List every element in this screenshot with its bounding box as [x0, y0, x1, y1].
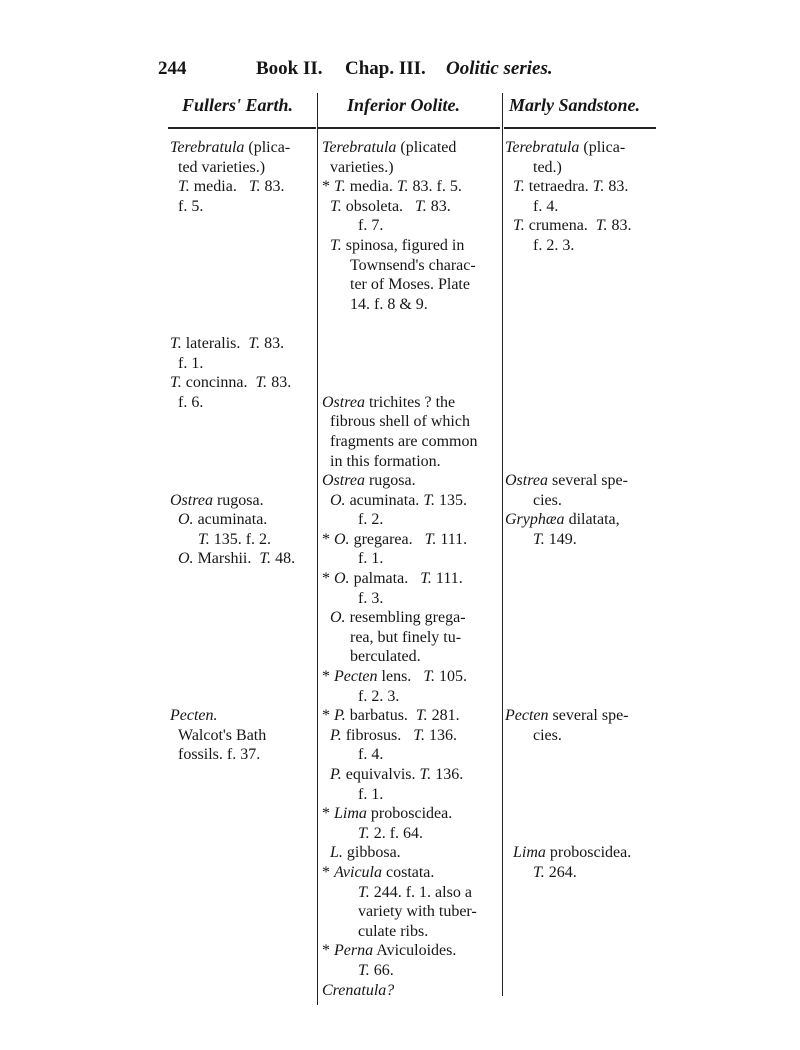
entry-line: * O. palmata. T. 111. — [322, 570, 463, 588]
entry-line: T. 135. f. 2. — [198, 530, 272, 548]
entry-line: T. 66. — [358, 961, 394, 979]
entry-line: f. 3. — [358, 589, 384, 607]
header-rule-left — [168, 127, 316, 129]
entry-line: T. obsoleta. T. 83. — [330, 197, 451, 215]
entry-line: Pecten several spe- — [505, 707, 629, 725]
entry-line: f. 6. — [178, 393, 204, 411]
entry-line: T. concinna. T. 83. — [170, 374, 292, 392]
column-inferior-oolite — [322, 138, 502, 1000]
entry-line: T. crumena. T. 83. — [513, 217, 632, 235]
entry-line: f. 2. — [358, 511, 384, 529]
entry-line: f. 5. — [178, 197, 204, 215]
column-divider-right — [502, 93, 503, 996]
entry-line: Walcot's Bath — [178, 726, 267, 744]
entry-line: fossils. f. 37. — [178, 746, 261, 764]
entry-line: f. 2. 3. — [358, 687, 400, 705]
entry-line: berculated. — [350, 648, 421, 666]
entry-line: T. 2. f. 64. — [358, 824, 424, 842]
entry-line: P. fibrosus. T. 136. — [330, 726, 457, 744]
book-label: Book II. — [256, 58, 323, 79]
entry-line: f. 1. — [358, 785, 384, 803]
entry-line: O. resembling grega- — [330, 609, 466, 627]
entry-line: T. 149. — [533, 530, 577, 548]
entry-line: * P. barbatus. T. 281. — [322, 707, 460, 725]
entry-line: cies. — [533, 491, 562, 509]
entry-line: Pecten. — [170, 707, 218, 725]
column-title-fullers-earth: Fullers' Earth. — [182, 95, 294, 115]
entry-line: O. acuminata. T. 135. — [330, 491, 468, 509]
entry-line: ted varieties.) — [178, 158, 266, 176]
series-title: Oolitic series. — [446, 58, 553, 79]
entry-line: O. Marshii. T. 48. — [178, 550, 296, 568]
entry-line: Ostrea trichites ? the — [322, 393, 456, 411]
page-number: 244 — [158, 58, 187, 79]
entry-line: fibrous shell of which — [330, 413, 470, 431]
entry-line: variety with tuber- — [358, 903, 477, 921]
entry-line: T. 244. f. 1. also a — [358, 883, 472, 901]
header-rule-middle — [318, 127, 500, 129]
entry-line: fragments are common — [330, 432, 478, 450]
entry-line: ted.) — [533, 158, 562, 176]
column-title-marly-sandstone: Marly Sandstone. — [509, 95, 641, 115]
entry-line: Terebratula (plicated — [322, 139, 457, 156]
entry-line: T. media. T. 83. — [178, 178, 285, 196]
entry-line: L. gibbosa. — [330, 844, 401, 862]
entry-line: Terebratula (plica- — [505, 139, 626, 156]
entry-line: Terebratula (plica- — [170, 139, 291, 156]
entry-line: Lima proboscidea. — [513, 844, 632, 862]
entry-line: ter of Moses. Plate — [350, 276, 470, 294]
entry-line: P. equivalvis. T. 136. — [330, 766, 464, 783]
entry-line: cies. — [533, 726, 562, 744]
entry-line: f. 1. — [358, 550, 384, 568]
entry-line: * O. gregarea. T. 111. — [322, 530, 468, 548]
entry-line: Crenatula? — [322, 981, 395, 999]
entry-line: * T. media. T. 83. f. 5. — [322, 178, 462, 196]
column-fullers-earth — [170, 138, 316, 765]
entry-line: T. 264. — [533, 863, 577, 881]
entry-line: Gryphæa dilatata, — [505, 511, 620, 529]
column-title-inferior-oolite: Inferior Oolite. — [347, 95, 461, 115]
entry-line: f. 2. 3. — [533, 236, 575, 254]
entry-line: f. 1. — [178, 354, 204, 372]
column-divider-left — [317, 93, 318, 1005]
entry-line: * Avicula costata. — [322, 863, 435, 881]
entry-line: T. spinosa, figured in — [330, 236, 465, 254]
column-marly-sandstone — [505, 138, 665, 883]
entry-line: culate ribs. — [358, 922, 429, 940]
entry-line: Townsend's charac- — [350, 256, 476, 274]
entry-line: Ostrea rugosa. — [322, 472, 416, 490]
entry-line: O. acuminata. — [178, 511, 268, 529]
entry-line: rea, but finely tu- — [350, 628, 462, 646]
entry-line: f. 4. — [358, 746, 384, 764]
chapter-label: Chap. III. — [345, 58, 426, 79]
entry-line: * Pecten lens. T. 105. — [322, 668, 468, 686]
entry-line: T. lateralis. T. 83. — [170, 334, 285, 352]
entry-line: f. 7. — [358, 217, 384, 235]
entry-line: * Perna Aviculoides. — [322, 942, 457, 960]
entry-line: * Lima proboscidea. — [322, 805, 453, 823]
entry-line: Ostrea rugosa. — [170, 491, 264, 509]
entry-line: f. 4. — [533, 197, 559, 215]
entry-line: varieties.) — [330, 158, 394, 176]
entry-line: T. tetraedra. T. 83. — [513, 178, 629, 196]
entry-line: in this formation. — [330, 452, 441, 470]
entry-line: 14. f. 8 & 9. — [350, 295, 428, 313]
header-rule-right — [504, 127, 656, 129]
entry-line: Ostrea several spe- — [505, 472, 628, 490]
